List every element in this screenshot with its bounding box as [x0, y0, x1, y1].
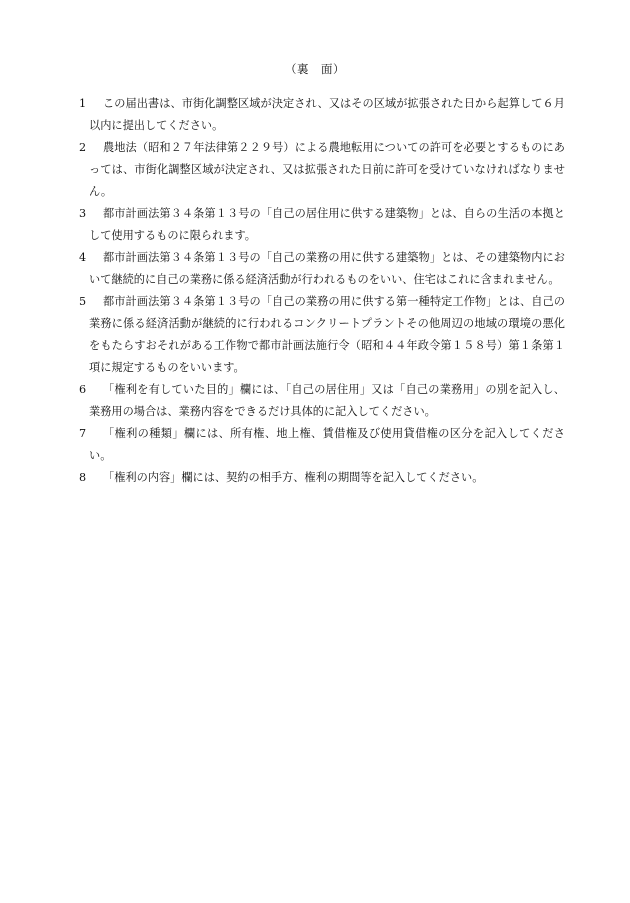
note-item-2: [79, 137, 565, 203]
note-number: 1: [79, 97, 87, 110]
note-number: 8: [79, 471, 87, 484]
note-text: 「権利の内容」欄には、契約の相手方、権利の期間等を記入してください。: [103, 471, 484, 484]
note-item-8: [79, 467, 565, 489]
note-item-7: [79, 423, 565, 467]
note-text: 「権利を有していた目的」欄には、「自己の居住用」又は「自己の業務用」の別を記入し、業務用の場合は、業務内容をできるだけ具体的に記入してください。: [89, 383, 565, 418]
note-number: 7: [79, 427, 87, 440]
note-number: 4: [79, 251, 87, 264]
note-number: 2: [79, 141, 87, 154]
note-number: 5: [79, 295, 87, 308]
note-text: この届出書は、市街化調整区域が決定され、又はその区域が拡張された日から起算して６月以内に提出してください。: [89, 97, 565, 132]
note-number: 3: [79, 207, 87, 220]
note-text: 「権利の種類」欄には、所有権、地上権、賃借権及び使用貸借権の区分を記入してください。: [89, 427, 565, 462]
page-title: （裏 面）: [285, 62, 345, 76]
note-item-1: [79, 93, 565, 137]
note-text: 都市計画法第３４条第１３号の「自己の居住用に供する建築物」とは、自らの生活の本拠として使用するものに限られます。: [89, 207, 565, 242]
notes-list: [79, 93, 565, 489]
note-text: 農地法（昭和２７年法律第２２９号）による農地転用についての許可を必要とするものにあっては、市街化調整区域が決定され、又は拡張された日前に許可を受けていなければなりません。: [89, 141, 565, 198]
note-text: 都市計画法第３４条第１３号の「自己の業務の用に供する第一種特定工作物」とは、自己の業務に係る経済活動が継続的に行われるコンクリートプラントその他周辺の地域の環境の悪化をもたらすおそれがある工作物で都市計画法施行令（昭和４４年政令第１５８号）第１条第１項に規定するものをいいます。: [89, 295, 565, 374]
note-item-4: [79, 247, 565, 291]
note-item-5: [79, 291, 565, 379]
note-item-6: [79, 379, 565, 423]
note-number: 6: [79, 383, 87, 396]
note-item-3: [79, 203, 565, 247]
note-text: 都市計画法第３４条第１３号の「自己の業務の用に供する建築物」とは、その建築物内において継続的に自己の業務に係る経済活動が行われるものをいい、住宅はこれに含まれません。: [89, 251, 565, 286]
